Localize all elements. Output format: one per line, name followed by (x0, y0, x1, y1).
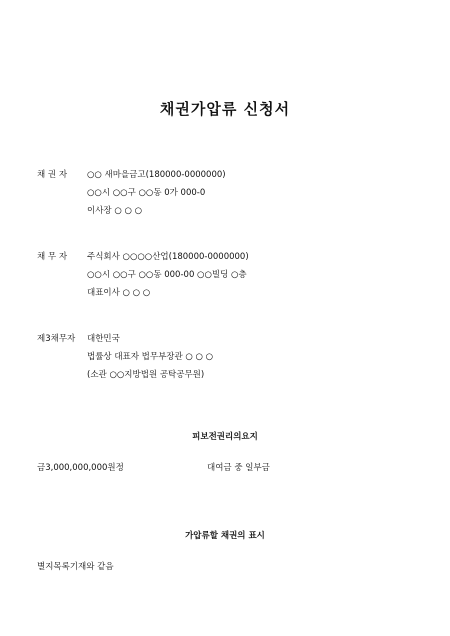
claim-display-heading: 가압류할 채권의 표시 (185, 531, 265, 541)
claim-display-text: 별지목록기재와 같음 (37, 562, 114, 572)
debtor-block (37, 248, 249, 302)
creditor-representative: 이사장 ○ ○ ○ (87, 206, 142, 216)
third-debtor-label: 제3채무자 (37, 334, 76, 344)
creditor-block (37, 166, 226, 220)
third-debtor-name: 대한민국 (87, 334, 120, 344)
debtor-label: 채 무 자 (37, 252, 68, 262)
creditor-address: ○○시 ○○구 ○○동 0가 000-0 (87, 188, 206, 198)
debtor-address: ○○시 ○○구 ○○동 000-00 ○○빌딩 ○층 (87, 270, 247, 280)
third-debtor-jurisdiction: (소관 ○○지방법원 공탁공무원) (87, 370, 205, 380)
creditor-label: 채 권 자 (37, 170, 68, 180)
third-debtor-representative: 법률상 대표자 법무부장관 ○ ○ ○ (87, 352, 214, 362)
debtor-name: 주식회사 ○○○○산업(180000-0000000) (87, 252, 249, 262)
claim-amount: 금3,000,000,000원정 (37, 463, 124, 473)
debtor-representative: 대표이사 ○ ○ ○ (87, 288, 151, 298)
third-debtor-block (37, 330, 213, 384)
claim-description: 대여금 중 일부금 (207, 463, 270, 473)
document-title: 채권가압류 신청서 (159, 100, 291, 118)
creditor-name: ○○ 새마을금고(180000-0000000) (87, 170, 226, 180)
secured-right-heading: 피보전권리의요지 (192, 432, 258, 442)
